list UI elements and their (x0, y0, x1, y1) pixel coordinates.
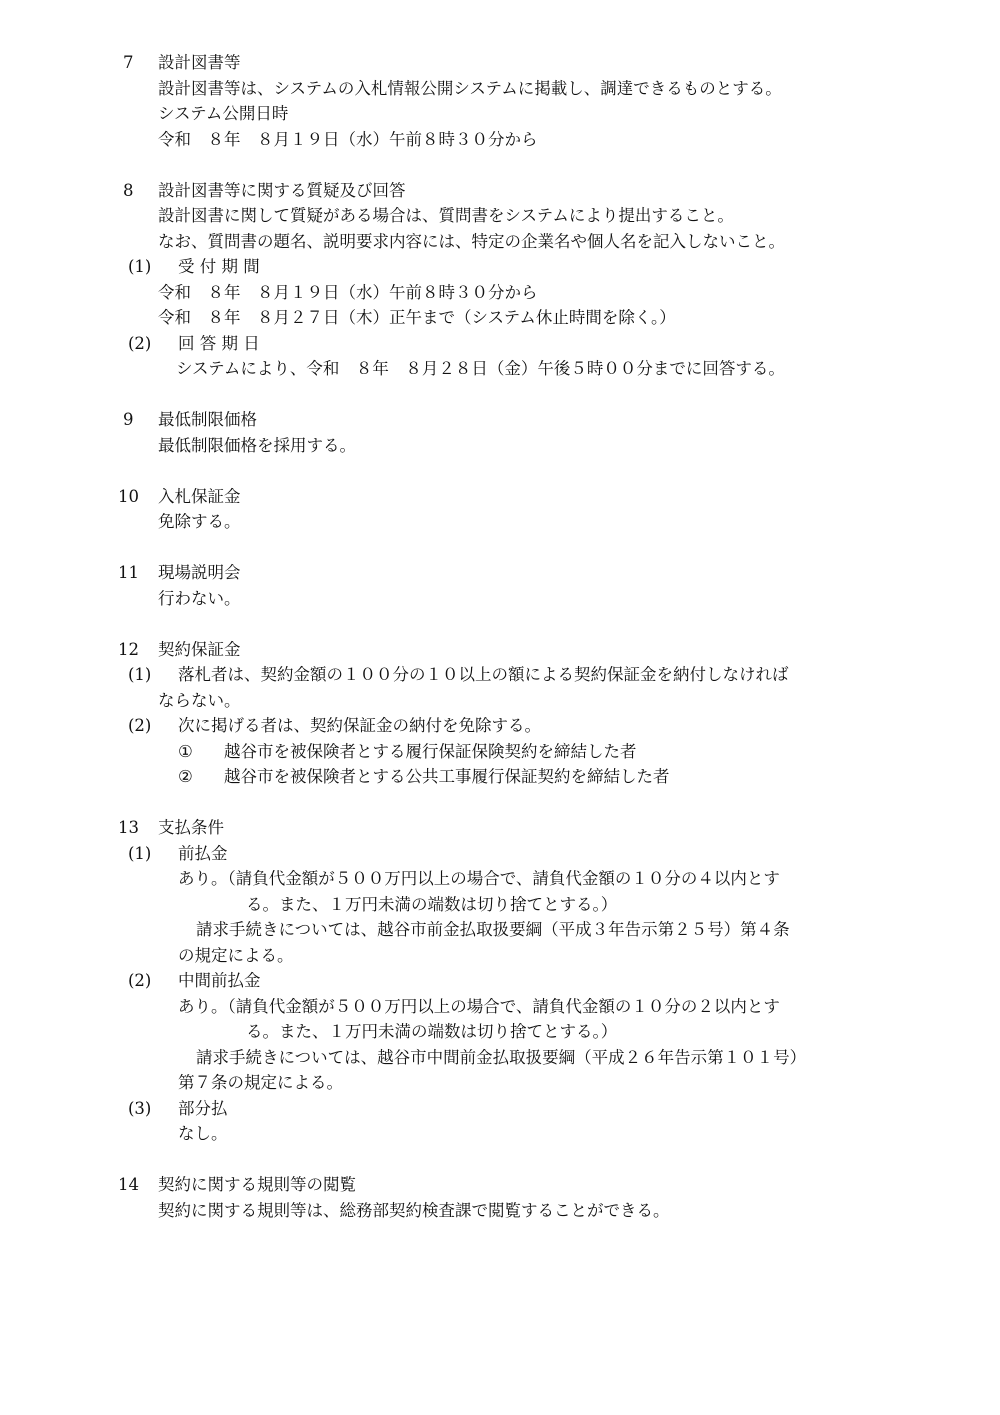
section-8-body-2: なお、質問書の題名、説明要求内容には、特定の企業名や個人名を記入しないこと。 (158, 232, 785, 251)
section-8-item-1-to: 令和 ８年 ８月２７日（木）正午まで（システム休止時間を除く。） (158, 308, 676, 327)
section-14-body: 契約に関する規則等は、総務部契約検査課で閲覧することができる。 (158, 1201, 670, 1220)
section-8-body-1: 設計図書に関して質疑がある場合は、質問書をシステムにより提出すること。 (158, 206, 734, 225)
section-13-title: 支払条件 (158, 818, 224, 837)
section-8-item-2-number: (2) (128, 334, 152, 353)
section-13-item-2-line-3: 請求手続きについては、越谷市中間前金払取扱要綱（平成２６年告示第１０１号） (196, 1048, 807, 1067)
section-13-item-2-line-4: 第７条の規定による。 (178, 1073, 343, 1092)
section-13-item-1-number: (1) (128, 844, 152, 863)
section-13-item-2-number: (2) (128, 971, 152, 990)
section-7-title: 設計図書等 (158, 53, 241, 72)
section-10-title: 入札保証金 (158, 487, 241, 506)
section-13-item-1-line-1: あり。（請負代金額が５００万円以上の場合で、請負代金額の１０分の４以内とす (178, 869, 780, 888)
section-9-body: 最低制限価格を採用する。 (158, 436, 356, 455)
section-13-item-1-line-3: 請求手続きについては、越谷市前金払取扱要綱（平成３年告示第２５号）第４条 (196, 920, 790, 939)
section-12-item-1-line-1: 落札者は、契約金額の１００分の１０以上の額による契約保証金を納付しなければ (178, 665, 789, 684)
section-13-number: 13 (118, 818, 139, 837)
section-12-title: 契約保証金 (158, 640, 241, 659)
section-8-item-2-text: システムにより、令和 ８年 ８月２８日（金）午後５時００分までに回答する。 (176, 359, 785, 378)
section-10-body: 免除する。 (158, 512, 241, 531)
section-7-body: 設計図書等は、システムの入札情報公開システムに掲載し、調達できるものとする。 (158, 79, 782, 98)
section-12-clause-2-text: 越谷市を被保険者とする公共工事履行保証契約を締結した者 (224, 767, 670, 786)
section-8-item-1-number: (1) (128, 257, 152, 276)
section-8-number: 8 (123, 181, 134, 200)
section-13-item-2-line-1: あり。（請負代金額が５００万円以上の場合で、請負代金額の１０分の２以内とす (178, 997, 780, 1016)
section-13-item-1-label: 前払金 (178, 844, 228, 863)
section-12-item-1-number: (1) (128, 665, 152, 684)
section-9-number: 9 (123, 410, 134, 429)
section-13-item-1-line-4: の規定による。 (178, 946, 294, 965)
section-12-item-2-text: 次に掲げる者は、契約保証金の納付を免除する。 (178, 716, 541, 735)
section-14-title: 契約に関する規則等の閲覧 (158, 1175, 356, 1194)
section-12-number: 12 (118, 640, 139, 659)
section-13-item-3-number: (3) (128, 1099, 152, 1118)
section-14-number: 14 (118, 1175, 139, 1194)
section-8-item-2-label: 回 答 期 日 (178, 334, 260, 353)
section-7-date: 令和 ８年 ８月１９日（水）午前８時３０分から (158, 130, 538, 149)
section-12-item-1-line-2: ならない。 (158, 691, 241, 710)
section-13-item-1-line-2: る。また、１万円未満の端数は切り捨てとする。） (246, 895, 618, 914)
section-8-title: 設計図書等に関する質疑及び回答 (158, 181, 406, 200)
section-12-clause-1-mark: ① (178, 742, 193, 761)
section-8-item-1-label: 受 付 期 間 (178, 257, 260, 276)
section-12-item-2-number: (2) (128, 716, 152, 735)
section-13-item-3-text: なし。 (178, 1124, 228, 1143)
section-7-sublabel: システム公開日時 (158, 104, 289, 123)
section-10-number: 10 (118, 487, 139, 506)
section-11-title: 現場説明会 (158, 563, 241, 582)
section-9-title: 最低制限価格 (158, 410, 257, 429)
section-12-clause-2-mark: ② (178, 767, 193, 786)
section-11-body: 行わない。 (158, 589, 241, 608)
section-13-item-2-label: 中間前払金 (178, 971, 261, 990)
section-13-item-3-label: 部分払 (178, 1099, 228, 1118)
section-8-item-1-from: 令和 ８年 ８月１９日（水）午前８時３０分から (158, 283, 538, 302)
section-12-clause-1-text: 越谷市を被保険者とする履行保証保険契約を締結した者 (224, 742, 637, 761)
section-11-number: 11 (118, 563, 139, 582)
section-7-number: 7 (123, 53, 134, 72)
section-13-item-2-line-2: る。また、１万円未満の端数は切り捨てとする。） (246, 1022, 618, 1041)
